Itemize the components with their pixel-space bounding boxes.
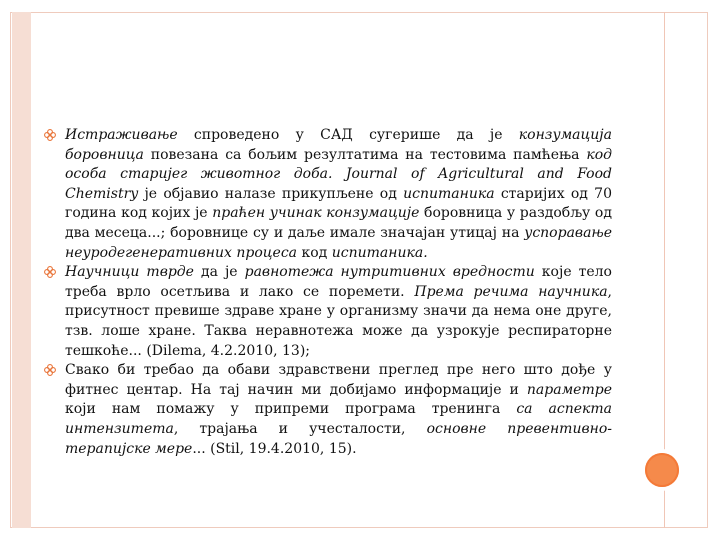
flower-bullet-icon	[44, 266, 56, 278]
body-text: старијих од 70 година код којих је	[65, 185, 612, 222]
emphasized-text: Према речима научника	[414, 283, 608, 300]
body-text: ... (Stil, 19.4.2010, 15).	[192, 440, 357, 457]
emphasized-text: успоравање неуродегенеративних процеса	[65, 224, 612, 261]
emphasized-text: праћен учинак конзумације	[212, 205, 420, 222]
body-text: повезана са бољим резултатима на тестовима памћења	[143, 146, 587, 163]
body-text: боровница у раздобљу од два месеца...; боровнице су и даље имале значајан утицај на	[65, 205, 612, 241]
emphasized-text: конзумација боровница	[65, 127, 612, 163]
body-text: је објавио налазе прикупљене од	[138, 185, 404, 202]
body-text: које тело треба врло осетљива и лако се поремети.	[65, 264, 612, 300]
bullet-list	[44, 126, 612, 459]
slide-content	[44, 126, 612, 459]
flower-bullet-icon	[44, 364, 56, 376]
emphasized-text: испитаника	[403, 185, 495, 202]
body-text: , трајања и учесталости,	[173, 420, 427, 437]
left-decorative-band	[12, 12, 31, 528]
emphasized-text: параметре	[526, 381, 612, 398]
bullet-item	[44, 263, 612, 361]
emphasized-text: основне превентивно-терапијске мере	[65, 420, 612, 457]
emphasized-text: код особа старијег животног доба. Journal of Agricultural and Food Chemistry	[65, 146, 612, 202]
emphasized-text: равнотежа нутритивних вредности	[244, 264, 535, 281]
emphasized-text: са аспекта интензитета	[65, 401, 612, 437]
body-text: да је	[193, 264, 245, 281]
body-text: , присутност превише здраве хране у организму значи да нема оне друге, тзв. лоше хране. Таква неравнотежа може да узрокује респираторне тешкоће... (Dilema, 4.2.2010, 13);	[65, 283, 612, 359]
emphasized-text: Истраживање	[65, 127, 178, 143]
flower-bullet-icon	[44, 129, 56, 141]
emphasized-text: Научници тврде	[65, 264, 194, 281]
body-text: који нам помажу у припреми програма тренинга	[65, 401, 517, 418]
body-text: спроведено у САД сугерише да је	[177, 127, 519, 143]
body-text: Свако би требао да обави здравствени преглед пре него што дође у фитнес центар. На тај начин ми добијамо информације и	[65, 362, 612, 398]
bullet-item	[44, 126, 612, 263]
accent-circle	[645, 453, 679, 487]
bullet-item	[44, 361, 612, 459]
body-text: код	[297, 244, 332, 261]
emphasized-text: испитаника.	[331, 244, 428, 261]
